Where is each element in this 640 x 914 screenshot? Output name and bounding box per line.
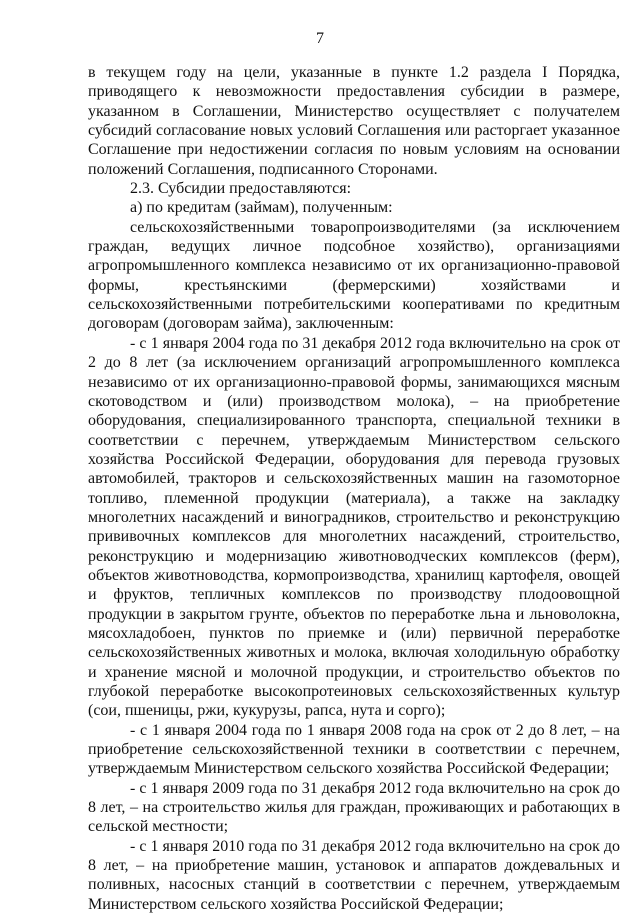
- list-item-rural-housing: - с 1 января 2009 года по 31 декабря 2012 года включительно на срок до 8 лет, – на строительство жилья для граждан, проживающих и работающих в сельской местности;: [88, 779, 620, 836]
- paragraph-credits-received: а) по кредитам (займам), полученным:: [130, 199, 393, 217]
- paragraph-section-2-3: 2.3. Субсидии предоставляются:: [130, 180, 352, 198]
- paragraph-recipient-types: сельскохозяйственными товаропроизводителями (за исключением граждан, ведущих личное подсобное хозяйство), организациями агропромышленного комплекса независимо от их организационно-правовой формы, крестьянскими (фермерскими) хозяйствами и сельскохозяйственными потребительскими кооперативами по кредитным договорам (договорам займа), заключенным:: [88, 218, 620, 333]
- document-body: [88, 63, 620, 914]
- list-item-irrigation-equipment: - с 1 января 2010 года по 31 декабря 2012 года включительно на срок до 8 лет, – на приобретение машин, установок и аппаратов дождевальных и поливных, насосных станций в соответствии с перечнем, утверждаемым Министерством сельского хозяйства Российской Федерации;: [88, 837, 620, 913]
- list-item-agricultural-machinery: - с 1 января 2004 года по 1 января 2008 года на срок от 2 до 8 лет, – на приобретение сельскохозяйственной техники в соответствии с перечнем, утверждаемым Министерством сельского хозяйства Российской Федерации;: [88, 721, 620, 778]
- paragraph-agreement-change: в текущем году на цели, указанные в пункте 1.2 раздела I Порядка, приводящего к невозможности предоставления субсидии в размере, указанном в Соглашении, Министерство осуществляет с получателем субсидий согласование новых условий Соглашения или расторгает указанное Соглашение при недостижении согласия по новым условиям на основании положений Соглашения, подписанного Сторонами.: [88, 64, 620, 178]
- list-item-equipment-and-construction: - с 1 января 2004 года по 31 декабря 2012 года включительно на срок от 2 до 8 лет (за исключением организаций агропромышленного комплекса независимо от их организационно-правовой формы, занимающихся мясным скотоводством и (или) производством молока), – на приобретение оборудования, специализированного транспорта, специальной техники в соответствии с перечнем, утверждаемым Министерством сельского хозяйства Российской Федерации, оборудования для перевода грузовых автомобилей, тракторов и сельскохозяйственных машин на газомоторное топливо, племенной продукции (материала), а также на закладку многолетних насаждений и виноградников, строительство и реконструкцию прививочных комплексов для многолетних насаждений, строительство, реконструкцию и модернизацию животноводческих комплексов (ферм), объектов животноводства, кормопроизводства, хранилищ картофеля, овощей и фруктов, тепличных комплексов по производству плодоовощной продукции в закрытом грунте, объектов по переработке льна и льноволокна, мясохладобоен, пунктов по приемке и (или) первичной переработке сельскохозяйственных животных и молока, включая холодильную обработку и хранение мясной и молочной продукции, и строительство объектов по глубокой переработке высокопротеиновых сельскохозяйственных культур (сои, пшеницы, ржи, кукурузы, рапса, нута и сорго);: [88, 334, 620, 720]
- page-number: 7: [316, 30, 324, 47]
